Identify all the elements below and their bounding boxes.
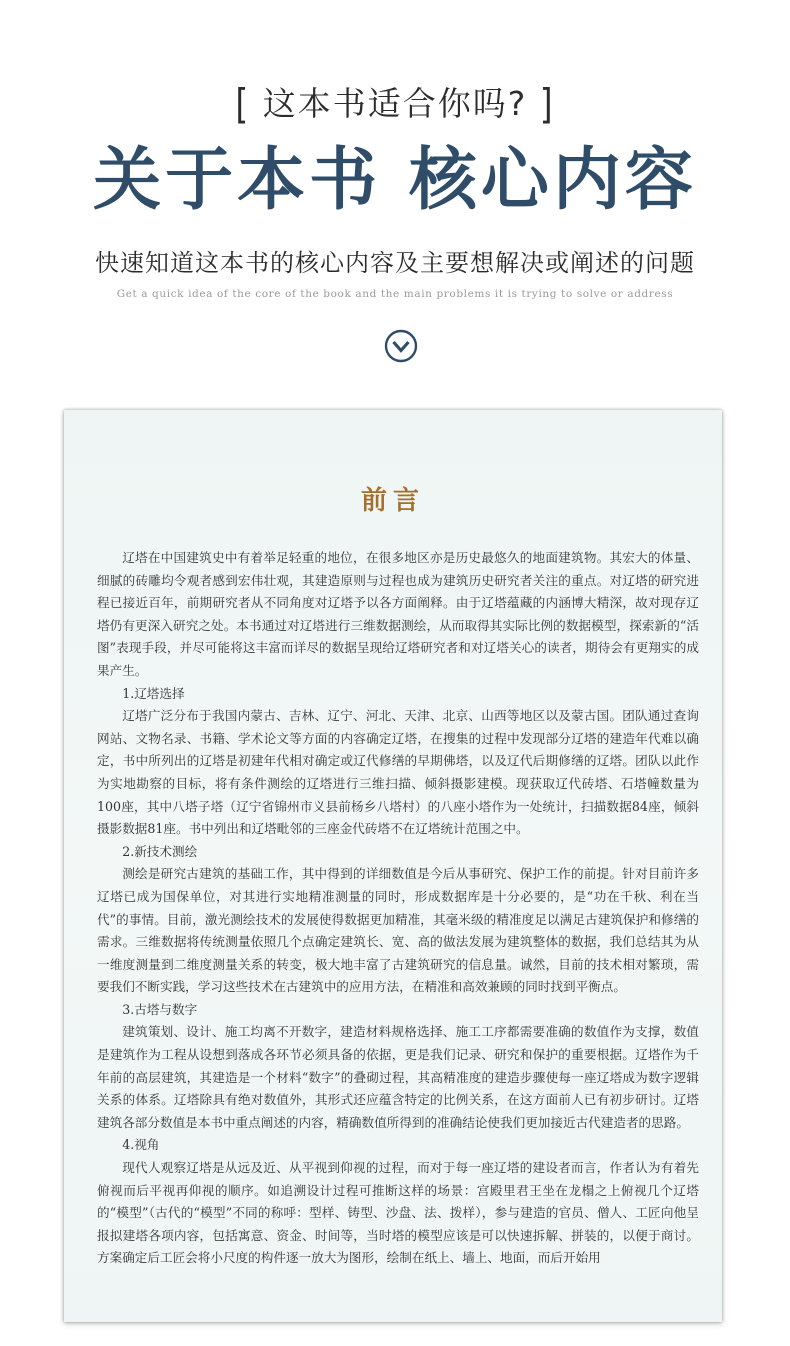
subtitle-chinese: 快速知道这本书的核心内容及主要想解决或阐述的问题	[95, 249, 695, 277]
section-heading: 4.视角	[122, 1137, 160, 1153]
header-section	[0, 0, 790, 400]
preface-title: 前言	[360, 486, 425, 516]
section-paragraph: 测绘是研究古建筑的基础工作，其中得到的详细数值是今后从事研究、保护工作的前提。针对目前许多辽塔已成为国保单位，对其进行实地精准测量的同时，形成数据库是十分必要的，是“功在千秋、利在当代”的事情。目前，激光测绘技术的发展使得数据更加精准，其毫米级的精准度足以满足古建筑保护和修缮的需求。三维数据将传统测量依照几个点确定建筑长、宽、高的做法发展为建筑整体的数据，我们总结其为从一维度测量到二维度测量关系的转变，极大地丰富了古建筑研究的信息量。诚然，目前的技术相对繁琐，需要我们不断实践，学习这些技术在古建筑中的应用方法，在精准和高效兼顾的同时找到平衡点。	[97, 866, 699, 995]
right-bracket: ]	[539, 79, 555, 128]
subtitle-english: Get a quick idea of the core of the book and the main problems it is trying to solve or address	[116, 288, 674, 300]
section-paragraph: 建筑策划、设计、施工均离不开数字，建造材料规格选择、施工工序都需要准确的数值作为支撑，数值是建筑作为工程从设想到落成各环节必须具备的依据，更是我们记录、研究和保护的重要根据。辽塔作为千年前的高层建筑，其建造是一个材料“数字”的叠砌过程，其高精准度的建造步骤使每一座辽塔成为数字逻辑关系的体系。辽塔除具有绝对数值外，其形式还应蕴含特定的比例关系，在这方面前人已有初步研讨。辽塔建筑各部分数值是本书中重点阐述的内容，精确数值所得到的准确结论使我们更加接近古代建造者的思路。	[97, 1024, 699, 1130]
question-text: 这本书适合你吗?	[262, 84, 528, 123]
section-paragraph: 现代人观察辽塔是从远及近、从平视到仰视的过程，而对于每一座辽塔的建设者而言，作者认为有着先俯视而后平视再仰视的顺序。如追溯设计过程可推断这样的场景：宫殿里君王坐在龙榻之上俯视几个辽塔的“模型”（古代的“模型”不同的称呼：型样、铸型、沙盘、法、拨样），参与建造的官员、僧人、工匠向他呈报拟建塔各项内容，包括寓意、资金、时间等，当时塔的模型应该是可以快速拆解、拼装的，以便于商讨。方案确定后工匠会将小尺度的构件逐一放大为图形，绘制在纸上、墙上、地面，而后开始用	[97, 1160, 699, 1266]
section-heading: 1.辽塔选择	[122, 685, 185, 701]
section-paragraph: 辽塔广泛分布于我国内蒙古、吉林、辽宁、河北、天津、北京、山西等地区以及蒙古国。团队通过查询网站、文物名录、书籍、学术论文等方面的内容确定辽塔，在搜集的过程中发现部分辽塔的建造年代难以确定，书中所列出的辽塔是初建年代相对确定或辽代修缮的早期佛塔，以及辽代后期修缮的辽塔。团队以此作为实地勘察的目标，将有条件测绘的辽塔进行三维扫描、倾斜摄影建模。现获取辽代砖塔、石塔幢数量为100座，其中八塔子塔（辽宁省锦州市义县前杨乡八塔村）的八座小塔作为一处统计，扫描数据84座，倾斜摄影数据81座。书中列出和辽塔毗邻的三座金代砖塔不在辽塔统计范围之中。	[97, 708, 699, 837]
preface-body	[97, 547, 699, 1270]
left-bracket: [	[235, 79, 251, 128]
question-heading	[0, 78, 790, 128]
section-heading: 2.新技术测绘	[122, 843, 198, 859]
section-heading: 3.古塔与数字	[122, 1001, 198, 1017]
chevron-down-circle-icon	[384, 329, 418, 363]
preface-intro-paragraph: 辽塔在中国建筑史中有着举足轻重的地位，在很多地区亦是历史最悠久的地面建筑物。其宏大的体量、细腻的砖雕均令观者感到宏伟壮观，其建造原则与过程也成为建筑历史研究者关注的重点。对辽塔的研究进程已接近百年，前期研究者从不同角度对辽塔予以各方面阐释。由于辽塔蕴藏的内涵博大精深，故对现存辽塔仍有更深入研究之处。本书通过对辽塔进行三维数据测绘，从而取得其实际比例的数据模型，探索新的“活图”表现手段，并尽可能将这丰富而详尽的数据呈现给辽塔研究者和对辽塔关心的读者，期待会有更翔实的成果产生。	[97, 550, 699, 678]
main-title: 关于本书 核心内容	[93, 140, 697, 220]
book-page-preview	[64, 410, 722, 1322]
